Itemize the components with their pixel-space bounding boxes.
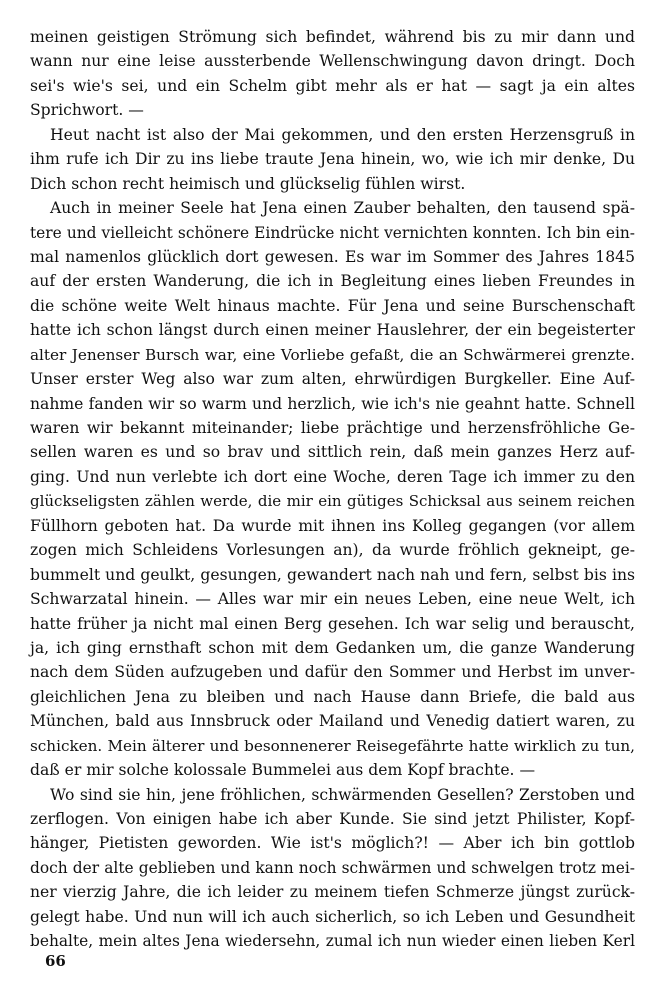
text-line: Unser erster Weg also war zum alten, ehrwürdigen Burgkeller. Eine Auf-	[30, 370, 635, 389]
text-line: nach dem Süden aufzugeben und dafür den Sommer und Herbst im unver-	[30, 663, 635, 682]
text-line: die schöne weite Welt hinaus machte. Für Jena und seine Burschenschaft	[30, 296, 635, 315]
text-line: gelegt habe. Und nun will ich auch sicherlich, so ich Leben und Gesundheit	[30, 907, 635, 926]
text-line: Schwarzatal hinein. — Alles war mir ein neues Leben, eine neue Welt, ich	[30, 590, 635, 609]
text-line: sei's wie's sei, und ein Schelm gibt mehr als er hat — sagt ja ein altes	[30, 76, 635, 95]
text-line: ging. Und nun verlebte ich dort eine Woche, deren Tage ich immer zu den	[30, 467, 635, 486]
text-line: mal namenlos glücklich dort gewesen. Es war im Sommer des Jahres 1845	[30, 247, 635, 266]
text-line: hatte früher ja nicht mal einen Berg gesehen. Ich war selig und berauscht,	[30, 614, 635, 633]
text-line: München, bald aus Innsbruck oder Mailand und Venedig datiert waren, zu	[30, 712, 635, 731]
text-line: nahme fanden wir so warm und herzlich, wie ich's nie geahnt hatte. Schnell	[30, 394, 635, 413]
text-line: auf der ersten Wanderung, die ich in Begleitung eines lieben Freundes in	[30, 272, 635, 291]
text-line: behalte, mein altes Jena wiedersehn, zumal ich nun wieder einen lieben Kerl	[30, 932, 635, 951]
text-line: ner vierzig Jahre, die ich leider zu meinem tiefen Schmerze jüngst zurück-	[30, 883, 635, 902]
text-line: daß er mir solche kolossale Bummelei aus dem Kopf brachte. —	[30, 761, 536, 780]
text-line: doch der alte geblieben und kann noch schwärmen und schwelgen trotz mei-	[30, 858, 635, 877]
text-line: waren wir bekannt miteinander; liebe prächtige und herzensfröhliche Ge-	[30, 419, 635, 437]
text-line: zogen mich Schleidens Vorlesungen an), da wurde fröhlich gekneipt, ge-	[30, 541, 635, 560]
text-line: hänger, Pietisten geworden. Wie ist's möglich?! — Aber ich bin gottlob	[30, 834, 635, 853]
page-number: 66	[45, 952, 66, 970]
text-line: Heut nacht ist also der Mai gekommen, und den ersten Herzensgruß in	[50, 125, 635, 144]
text-line: meinen geistigen Strömung sich befindet, während bis zu mir dann und	[30, 28, 635, 46]
text-line: wann nur eine leise aussterbende Wellenschwingung davon dringt. Doch	[30, 52, 635, 71]
body-text	[30, 25, 635, 954]
text-line: glückseligsten zählen werde, die mir ein gütiges Schicksal aus seinem reichen	[30, 492, 635, 511]
text-line: Auch in meiner Seele hat Jena einen Zauber behalten, den tausend spä-	[50, 199, 635, 218]
text-line: Wo sind sie hin, jene fröhlichen, schwärmenden Gesellen? Zerstoben und	[50, 785, 635, 804]
text-line: gleichlichen Jena zu bleiben und nach Hause dann Briefe, die bald aus	[30, 687, 635, 706]
text-line: Dich schon recht heimisch und glückselig fühlen wirst.	[30, 174, 466, 193]
text-line: sellen waren es und so brav und sittlich rein, daß mein ganzes Herz auf-	[30, 443, 635, 462]
text-line: ihm rufe ich Dir zu ins liebe traute Jena hinein, wo, wie ich mir denke, Du	[30, 150, 635, 169]
text-line: tere und vielleicht schönere Eindrücke nicht vernichten konnten. Ich bin ein-	[30, 223, 635, 242]
text-line: zerflogen. Von einigen habe ich aber Kunde. Sie sind jetzt Philister, Kopf-	[30, 810, 635, 828]
text-line: alter Jenenser Bursch war, eine Vorliebe gefaßt, die an Schwärmerei grenzte.	[30, 345, 635, 364]
text-line: Füllhorn geboten hat. Da wurde mit ihnen ins Kolleg gegangen (vor allem	[30, 516, 635, 535]
text-line: ja, ich ging ernsthaft schon mit dem Gedanken um, die ganze Wanderung	[30, 638, 635, 657]
text-line: bummelt und geulkt, gesungen, gewandert nach nah und fern, selbst bis ins	[30, 565, 635, 584]
text-line: schicken. Mein älterer und besonnenerer Reisegefährte hatte wirklich zu tun,	[30, 736, 635, 755]
text-line: Sprichwort. —	[30, 101, 144, 120]
text-line: hatte ich schon längst durch einen meiner Hauslehrer, der ein begeisterter	[30, 321, 635, 340]
